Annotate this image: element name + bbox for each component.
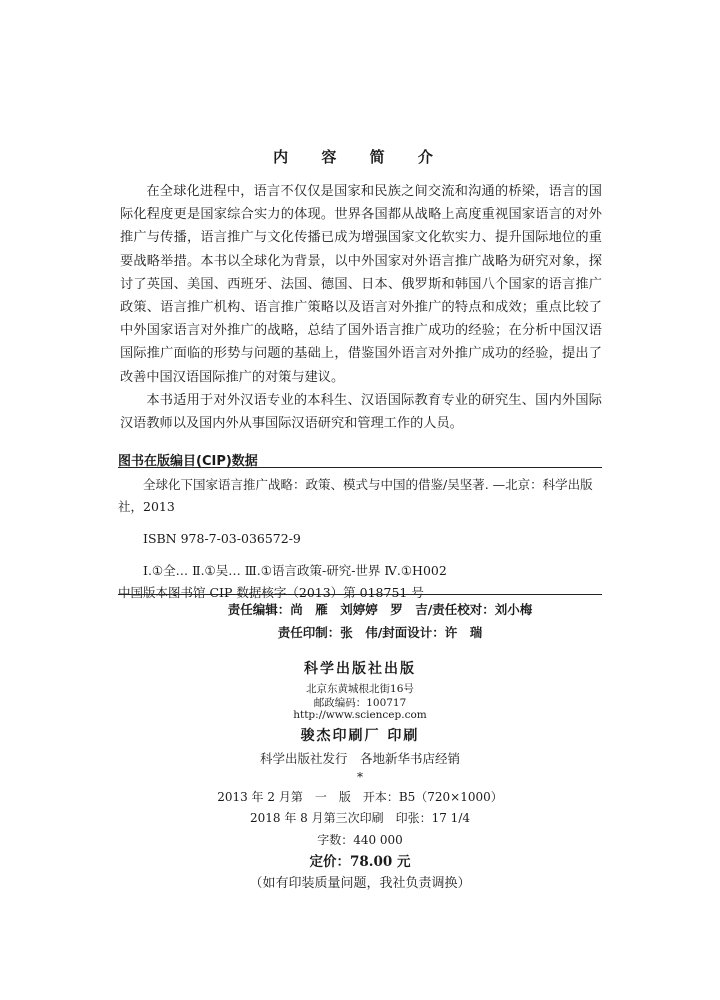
printer-name: 骏杰印刷厂 印刷 (300, 728, 420, 744)
summary-title: 内 容 简 介 (273, 148, 447, 166)
cip-classification: Ⅰ.①全… Ⅱ.①吴… Ⅲ.①语言政策-研究-世界 Ⅳ.①H002 (143, 563, 447, 578)
word-count: 字数：440 000 (317, 833, 403, 847)
cip-record-line: 全球化下国家语言推广战略：政策、模式与中国的借鉴/吴坚著. —北京：科学出版社，2013 (118, 477, 593, 514)
cip-spacer (118, 550, 602, 560)
cip-isbn: ISBN 978-7-03-036572-9 (143, 531, 301, 546)
summary-body (120, 180, 602, 435)
separator-star: * (357, 770, 363, 784)
cip-bottom-rule (118, 594, 602, 595)
cip-spacer (118, 518, 602, 528)
cip-top-rule (118, 467, 602, 468)
summary-paragraph: 本书适用于对外汉语专业的本科生、汉语国际教育专业的研究生、国内外国际汉语教师以及国内外从事国际汉语研究和管理工作的人员。 (120, 392, 602, 432)
cip-heading: 图书在版编目(CIP)数据 (118, 454, 258, 469)
production-credits: 责任印制：张 伟/封面设计：许 瑞 (277, 625, 483, 640)
edition-line: 2013 年 2 月第 一 版 开本：B5（720×1000） (217, 790, 503, 804)
publisher-name: 科学出版社出版 (304, 661, 416, 677)
publisher-postcode: 邮政编码：100717 (313, 697, 407, 709)
editor-credits: 责任编辑：尚 雁 刘婷婷 罗 吉/责任校对：刘小梅 (227, 602, 533, 617)
cip-number: 中国版本图书馆 CIP 数据核字（2013）第 018751 号 (118, 585, 424, 600)
publisher-address: 北京东黄城根北街16号 (306, 683, 414, 695)
summary-paragraph: 在全球化进程中，语言不仅仅是国家和民族之间交流和沟通的桥梁，语言的国际化程度更是国家综合实力的体现。世界各国都从战略上高度重视国家语言的对外推广与传播，语言推广与文化传播已成为增强国家文化软实力、提升国际地位的重要战略举措。本书以全球化为背景，以中外国家对外语言推广战略为研究对象，探讨了英国、美国、西班牙、法国、德国、日本、俄罗斯和韩国八个国家的语言推广政策、语言推广机构、语言推广策略以及语言对外推广的特点和成效；重点比较了中外国家语言对外推广的战略，总结了国外语言推广成功的经验；在分析中国汉语国际推广面临的形势与问题的基础上，借鉴国外语言对外推广成功的经验，提出了改善中国汉语国际推广的对策与建议。 (120, 184, 602, 385)
price: 定价：78.00 元 (309, 854, 411, 870)
publisher-website: http://www.sciencep.com (293, 709, 427, 721)
quality-note: （如有印装质量问题，我社负责调换） (249, 876, 471, 891)
distribution-line: 科学出版社发行 各地新华书店经销 (259, 751, 460, 766)
cip-record (118, 474, 602, 604)
impression-line: 2018 年 8 月第三次印刷 印张：17 1/4 (249, 811, 470, 825)
